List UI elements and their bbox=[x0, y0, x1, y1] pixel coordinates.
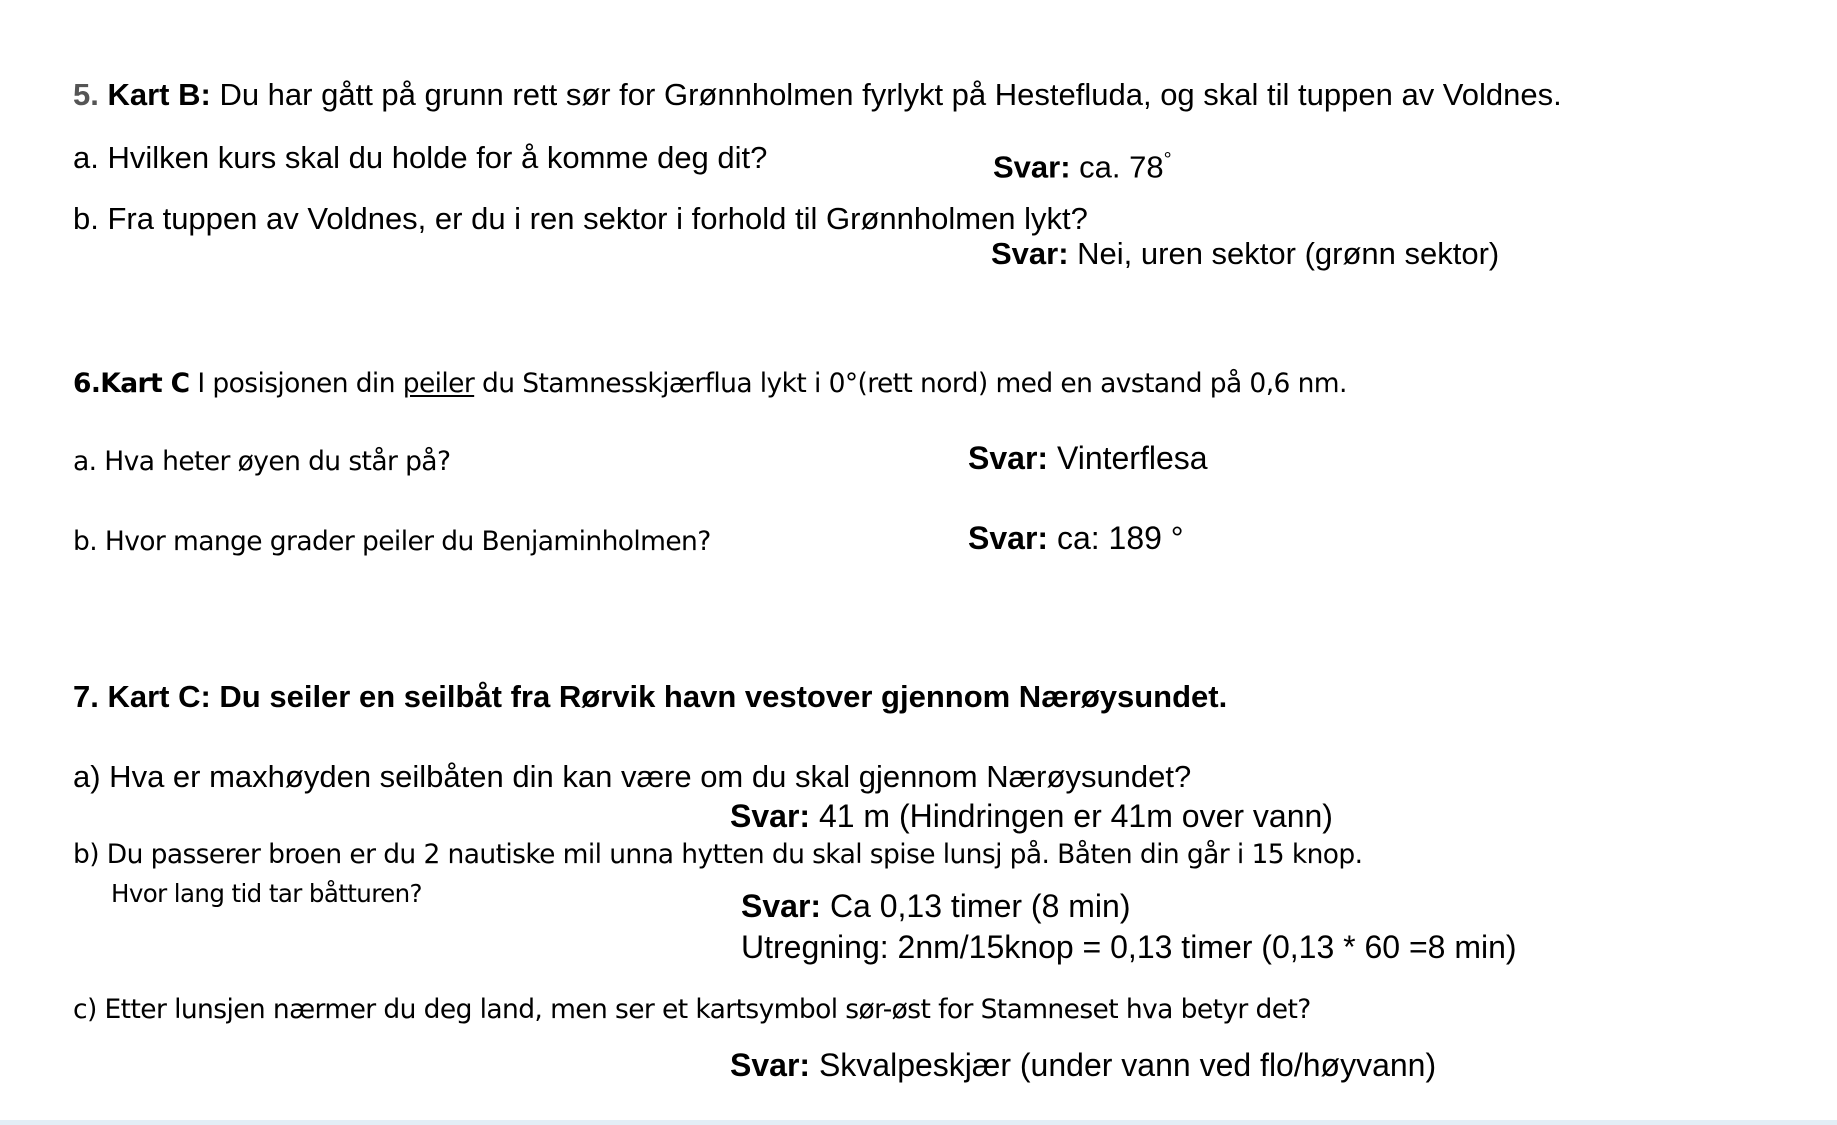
question-6a: a. Hva heter øyen du står på? bbox=[73, 446, 451, 477]
question-7-heading: 7. Kart C: Du seiler en seilbåt fra Rørvik havn vestover gjennom Nærøysundet. bbox=[73, 679, 1228, 714]
question-6-text-after: du Stamnesskjærflua lykt i 0°(rett nord) med en avstand på 0,6 nm. bbox=[474, 368, 1347, 399]
answer-7a bbox=[730, 800, 1333, 832]
answer-7b-value: Ca 0,13 timer (8 min) bbox=[821, 888, 1131, 924]
answer-7c-value: Skvalpeskjær (under vann ved flo/høyvann) bbox=[810, 1047, 1437, 1083]
answer-5b bbox=[991, 238, 1499, 269]
question-5a: a. Hvilken kurs skal du holde for å komme deg dit? bbox=[73, 140, 768, 175]
answer-7a-label: Svar: bbox=[730, 798, 811, 834]
question-7b-continued: Hvor lang tid tar båtturen? bbox=[111, 879, 422, 908]
question-6-text-before: I posisjonen din bbox=[189, 368, 403, 399]
answer-6a bbox=[968, 442, 1208, 474]
answer-7c-label: Svar: bbox=[730, 1047, 811, 1083]
question-6-title: 6.Kart C bbox=[73, 368, 190, 399]
question-7c: c) Etter lunsjen nærmer du deg land, men ser et kartsymbol sør-øst for Stamneset hva betyr det? bbox=[73, 994, 1311, 1025]
answer-6b-value: ca: 189 ° bbox=[1048, 520, 1184, 556]
answer-6b-label: Svar: bbox=[968, 520, 1049, 556]
answer-5a-label: Svar: bbox=[993, 149, 1071, 185]
answer-6a-label: Svar: bbox=[968, 440, 1049, 476]
answer-7a-value: 41 m (Hindringen er 41m over vann) bbox=[810, 798, 1333, 834]
question-7a: a) Hva er maxhøyden seilbåten din kan være om du skal gjennom Nærøysundet? bbox=[73, 759, 1192, 794]
answer-7b-calculation: Utregning: 2nm/15knop = 0,13 timer (0,13 * 60 =8 min) bbox=[741, 929, 1517, 965]
answer-5a bbox=[993, 149, 1172, 185]
question-6-heading bbox=[73, 368, 1347, 399]
question-5-heading bbox=[73, 79, 1562, 110]
question-6-underlined-word: peiler bbox=[402, 368, 475, 399]
answer-6a-value: Vinterflesa bbox=[1048, 440, 1208, 476]
answer-5a-value: ca. 78 bbox=[1070, 149, 1164, 185]
question-5-text: Du har gått på grunn rett sør for Grønnholmen fyrlykt på Hestefluda, og skal til tuppen av Voldnes. bbox=[210, 77, 1562, 112]
answer-5a-degree: ° bbox=[1163, 149, 1172, 171]
answer-5b-label: Svar: bbox=[991, 236, 1069, 271]
question-5-title: Kart B: bbox=[107, 77, 211, 112]
answer-7b bbox=[741, 890, 1130, 922]
answer-6b bbox=[968, 522, 1184, 554]
question-5b: b. Fra tuppen av Voldnes, er du i ren sektor i forhold til Grønnholmen lykt? bbox=[73, 201, 1088, 236]
answer-7c bbox=[730, 1049, 1436, 1081]
answer-7b-label: Svar: bbox=[741, 888, 822, 924]
question-6b: b. Hvor mange grader peiler du Benjaminholmen? bbox=[73, 526, 711, 557]
question-5-number: 5. bbox=[73, 77, 99, 112]
bottom-edge-divider bbox=[0, 1120, 1837, 1125]
answer-5b-value: Nei, uren sektor (grønn sektor) bbox=[1068, 236, 1500, 271]
question-7b: b) Du passerer broen er du 2 nautiske mil unna hytten du skal spise lunsj på. Båten din går i 15 knop. bbox=[73, 839, 1363, 870]
